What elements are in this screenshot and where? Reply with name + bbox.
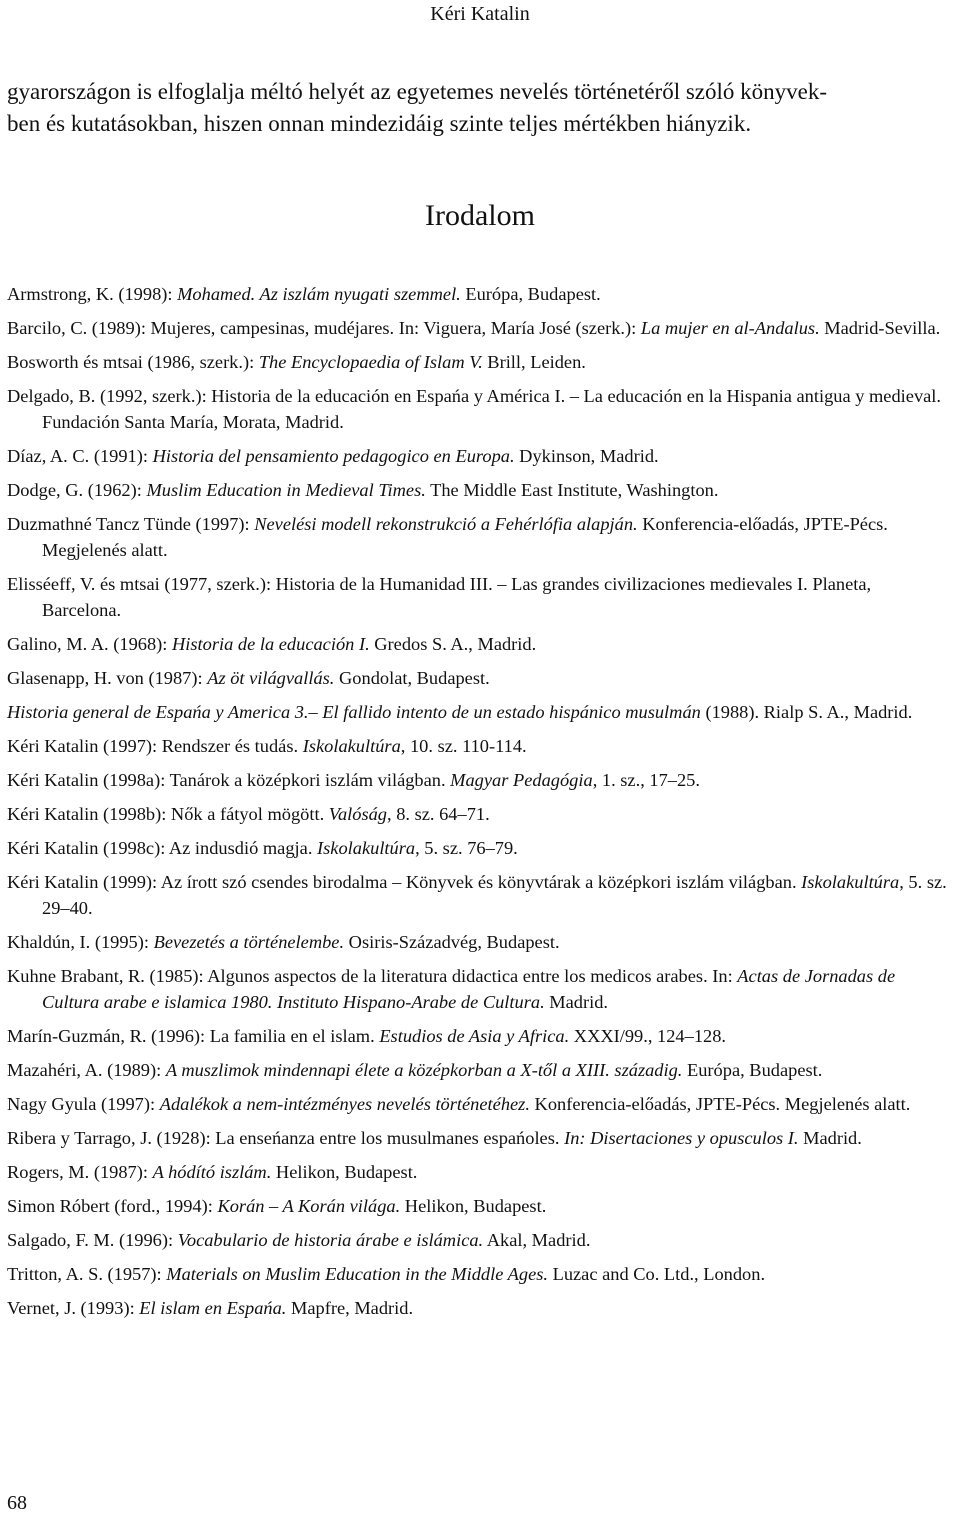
reference-entry [7,835,953,861]
reference-text: (1988). Rialp S. A., Madrid. [700,702,913,722]
reference-text: Madrid. [544,992,609,1012]
reference-text: Akal, Madrid. [483,1230,591,1250]
reference-title: Vocabulario de historia árabe e islámica. [177,1230,484,1250]
reference-title: Bevezetés a történelembe. [153,932,345,952]
reference-entry [7,443,953,469]
reference-text: Madrid. [798,1128,862,1148]
reference-text: Luzac and Co. Ltd., London. [547,1264,766,1284]
reference-text: Nagy Gyula (1997): [7,1094,160,1114]
reference-text: Helikon, Budapest. [400,1196,547,1216]
reference-text: The Middle East Institute, Washington. [425,480,719,500]
reference-text: Helikon, Budapest. [271,1162,418,1182]
reference-title: Historia de la educación I. [172,634,370,654]
reference-title: La mujer en al-Andalus. [640,318,820,338]
reference-entry [7,631,953,657]
reference-title: A hódító iszlám. [152,1162,272,1182]
reference-entry [7,801,953,827]
reference-entry [7,767,953,793]
reference-entry [7,511,953,563]
reference-text: Duzmathné Tancz Tünde (1997): [7,514,255,534]
reference-text: Kéri Katalin (1997): Rendszer és tudás. [7,736,303,756]
reference-title: Korán – A Korán világa. [217,1196,401,1216]
reference-title: Historia del pensamiento pedagogico en Europa. [152,446,515,466]
reference-text: Armstrong, K. (1998): [7,284,178,304]
reference-text: Konferencia-előadás, JPTE-Pécs. Megjelenés alatt. [42,514,888,560]
reference-text: , 10. sz. 110-114. [400,736,527,756]
reference-entry [7,963,953,1015]
reference-text: , 1. sz., 17–25. [592,770,700,790]
reference-title: Iskolakultúra [801,872,900,892]
reference-title: A muszlimok mindennapi élete a középkorban a X-től a XIII. századig. [165,1060,683,1080]
reference-text: Tritton, A. S. (1957): [7,1264,167,1284]
reference-text: Kéri Katalin (1998b): Nők a fátyol mögött. [7,804,329,824]
reference-text: Gredos S. A., Madrid. [369,634,537,654]
reference-text: Rogers, M. (1987): [7,1162,153,1182]
reference-list [7,281,953,1329]
reference-text: Barcilo, C. (1989): Mujeres, campesinas, mudéjares. In: Viguera, María José (szerk.): [7,318,641,338]
reference-entry [7,665,953,691]
reference-text: Mazahéri, A. (1989): [7,1060,166,1080]
reference-title: Adalékok a nem-intézményes nevelés történetéhez. [159,1094,530,1114]
reference-title: Historia general de Espańa y America 3.– El fallido intento de un estado hispánico musulmán [7,702,701,722]
reference-entry [7,1091,953,1117]
reference-title: Valóság [328,804,388,824]
reference-text: Konferencia-előadás, JPTE-Pécs. Megjelenés alatt. [529,1094,911,1114]
reference-text: Osiris-Századvég, Budapest. [344,932,560,952]
reference-entry [7,733,953,759]
reference-entry [7,1193,953,1219]
reference-text: , 8. sz. 64–71. [387,804,490,824]
reference-text: Díaz, A. C. (1991): [7,446,153,466]
reference-title: Mohamed. Az iszlám nyugati szemmel. [177,284,461,304]
reference-entry [7,1261,953,1287]
reference-entry [7,1159,953,1185]
reference-entry [7,383,953,435]
reference-text: , 5. sz. 76–79. [415,838,518,858]
reference-entry [7,571,953,623]
reference-entry [7,1057,953,1083]
reference-text: Dodge, G. (1962): [7,480,147,500]
reference-title: Estudios de Asia y Africa. [379,1026,570,1046]
reference-text: Európa, Budapest. [460,284,601,304]
reference-text: Mapfre, Madrid. [286,1298,414,1318]
reference-entry [7,1125,953,1151]
reference-text: Glasenapp, H. von (1987): [7,668,208,688]
reference-text: Madrid-Sevilla. [819,318,941,338]
reference-title: Actas de Jornadas de Cultura arabe e islamica 1980. Instituto Hispano-Arabe de Cultura. [42,966,896,1012]
reference-entry [7,1227,953,1253]
running-head: Kéri Katalin [430,3,530,25]
reference-title: Muslim Education in Medieval Times. [146,480,426,500]
reference-text: Salgado, F. M. (1996): [7,1230,178,1250]
reference-text: Kuhne Brabant, R. (1985): Algunos aspectos de la literatura didactica entre los medicos arabes. In: [7,966,738,986]
reference-text: XXXI/99., 124–128. [569,1026,727,1046]
reference-text: Európa, Budapest. [682,1060,823,1080]
reference-title: In: Disertaciones y opusculos I. [564,1128,799,1148]
reference-title: Materials on Muslim Education in the Middle Ages. [166,1264,548,1284]
reference-text: Bosworth és mtsai (1986, szerk.): [7,352,259,372]
reference-entry [7,699,953,725]
reference-title: El islam en Espańa. [139,1298,287,1318]
reference-text: , 5. sz. 29–40. [42,872,947,918]
intro-line: gyarországon is elfoglalja méltó helyét az egyetemes nevelés történetéről szóló könyvek- [7,79,828,104]
reference-text: Dykinson, Madrid. [514,446,659,466]
reference-text: Ribera y Tarrago, J. (1928): La enseńanza entre los musulmanes espańoles. [7,1128,565,1148]
reference-text: Marín-Guzmán, R. (1996): La familia en el islam. [7,1026,380,1046]
reference-text: Vernet, J. (1993): [7,1298,140,1318]
reference-entry [7,315,953,341]
reference-entry [7,869,953,921]
reference-title: Iskolakultúra [302,736,401,756]
reference-text: Elisséeff, V. és mtsai (1977, szerk.): Historia de la Humanidad III. – Las grandes civilizaciones medievales I. Planeta, Barcelona. [7,574,872,620]
reference-text: Delgado, B. (1992, szerk.): Historia de la educación en Espańa y América I. – La educación en la Hispania antigua y medieval. Fundación Santa María, Morata, Madrid. [7,386,942,432]
intro-paragraph [7,76,953,140]
reference-title: The Encyclopaedia of Islam V. [258,352,483,372]
reference-title: Iskolakultúra [317,838,416,858]
reference-text: Kéri Katalin (1998c): Az indusdió magja. [7,838,318,858]
reference-text: Brill, Leiden. [482,352,586,372]
reference-text: Kéri Katalin (1998a): Tanárok a középkori iszlám világban. [7,770,451,790]
section-title: Irodalom [425,199,535,232]
reference-entry [7,349,953,375]
reference-entry [7,1023,953,1049]
reference-entry [7,477,953,503]
reference-entry [7,1295,953,1321]
reference-title: Nevelési modell rekonstrukció a Fehérlófia alapján. [254,514,638,534]
reference-text: Kéri Katalin (1999): Az írott szó csendes birodalma – Könyvek és könyvtárak a középkori iszlám világban. [7,872,802,892]
page-number: 68 [7,1492,27,1514]
reference-text: Galino, M. A. (1968): [7,634,172,654]
reference-title: Az öt világvallás. [207,668,335,688]
intro-line: ben és kutatásokban, hiszen onnan mindezidáig szinte teljes mértékben hiányzik. [7,111,752,136]
reference-text: Simon Róbert (ford., 1994): [7,1196,218,1216]
reference-entry [7,929,953,955]
reference-text: Khaldún, I. (1995): [7,932,154,952]
reference-text: Gondolat, Budapest. [334,668,490,688]
reference-entry [7,281,953,307]
reference-title: Magyar Pedagógia [450,770,593,790]
